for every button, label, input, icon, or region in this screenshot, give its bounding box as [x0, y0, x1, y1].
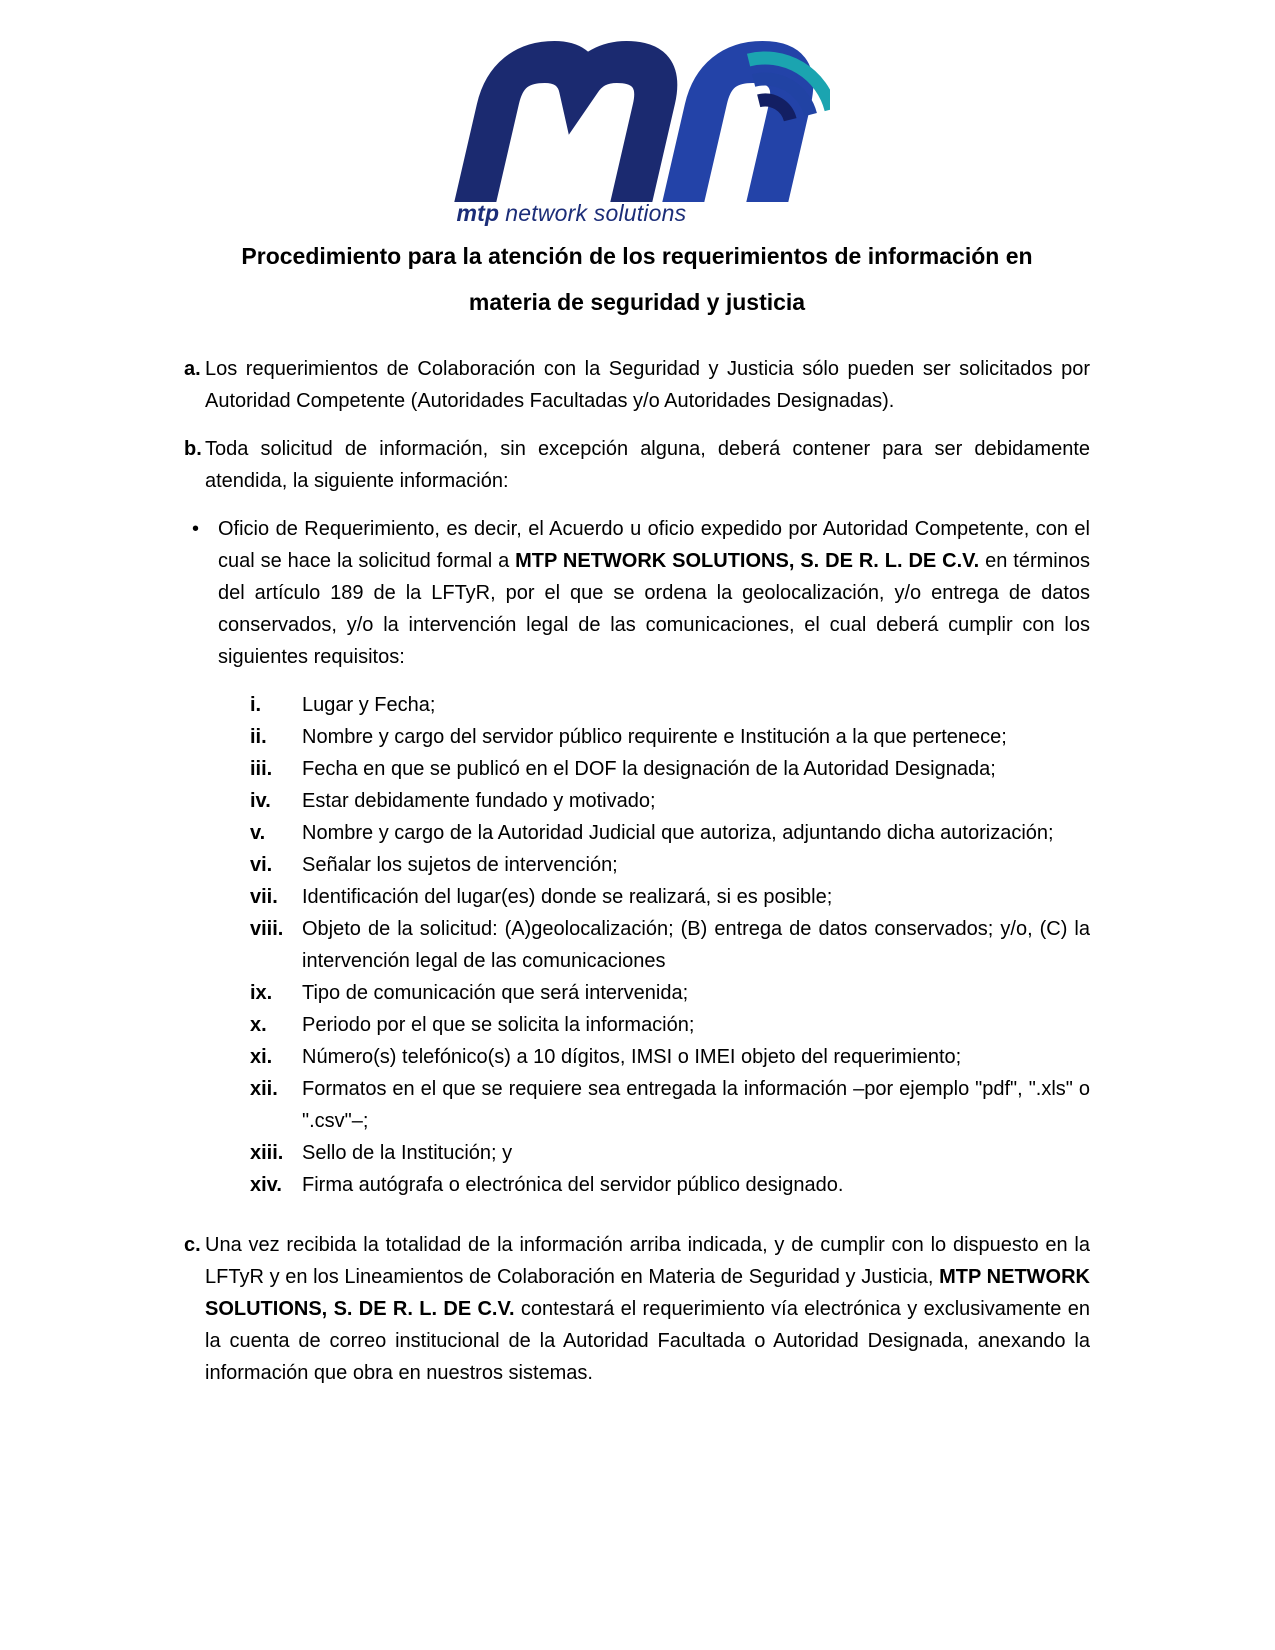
logo-wordmark [457, 200, 830, 227]
mtp-logo [445, 30, 830, 227]
roman-item-v: v. Nombre y cargo de la Autoridad Judicial que autoriza, adjuntando dicha autorización; [250, 822, 1054, 844]
roman-item-xii: xii. Formatos en el que se requiere sea entregada la información –por ejemplo "pdf", ".xls" o ".csv"–; [250, 1078, 1090, 1132]
list-item-a [184, 353, 1090, 417]
roman-item-vi: vi. Señalar los sujetos de intervención; [250, 854, 618, 876]
list-item-c-text [205, 1229, 1090, 1389]
list-item-c-label: c. [184, 1234, 201, 1256]
document-body [184, 353, 1090, 1389]
roman-item-vii: vii. Identificación del lugar(es) donde se realizará, si es posible; [250, 886, 833, 908]
roman-item-x: x. Periodo por el que se solicita la información; [250, 1014, 695, 1036]
roman-list [184, 689, 1090, 1201]
list-item-a-text: Los requerimientos de Colaboración con la Seguridad y Justicia sólo pueden ser solicitados por Autoridad Competente (Autoridades Facultadas y/o Autoridades Designadas). [205, 358, 1090, 412]
roman-item-iv: iv. Estar debidamente fundado y motivado; [250, 790, 656, 812]
roman-item-xiii: xiii. Sello de la Institución; y [250, 1142, 513, 1164]
item-c-text-company: MTP NETWORK SOLUTIONS, S. DE R. L. DE C.V. [205, 1266, 1090, 1320]
page-title [184, 233, 1090, 325]
bullet-text-post: en términos del artículo 189 de la LFTyR, por el que se ordena la geolocalización, y/o entrega de datos conservados, y/o la intervención legal de las comunicaciones, el cual deberá cumplir con los siguientes requisitos: [218, 550, 1090, 668]
roman-item-viii: viii. Objeto de la solicitud: (A)geolocalización; (B) entrega de datos conservados; y/o, (C) la intervención legal de las comunicaciones [250, 918, 1090, 972]
list-item-b [184, 433, 1090, 497]
bullet-item-text [218, 513, 1090, 673]
list-item-b-label: b. [184, 438, 202, 460]
roman-item-i: i. Lugar y Fecha; [250, 694, 436, 716]
logo-letter-m [475, 62, 663, 202]
roman-item-xiv: xiv. Firma autógrafa o electrónica del servidor público designado. [250, 1174, 844, 1196]
bullet-marker: • [192, 518, 200, 540]
signal-arcs-icon [748, 44, 829, 126]
bullet-item [192, 513, 1090, 673]
list-item-c [184, 1229, 1090, 1389]
item-c-text-pre: Una vez recibida la totalidad de la información arriba indicada, y de cumplir con lo dispuesto en la LFTyR y en los Lineamientos de Colaboración en Materia de Seguridad y Justicia, [205, 1234, 1090, 1288]
roman-item-ix: ix. Tipo de comunicación que será intervenida; [250, 982, 689, 1004]
item-c-text-post: contestará el requerimiento vía electrónica y exclusivamente en la cuenta de correo institucional de la Autoridad Facultada o Autoridad Designada, anexando la información que obra en nuestros sistemas. [205, 1298, 1090, 1384]
bullet-text-company: MTP NETWORK SOLUTIONS, S. DE R. L. DE C.V. [515, 550, 980, 572]
page-title-line2: materia de seguridad y justicia [468, 289, 806, 315]
page-title-line1: Procedimiento para la atención de los requerimientos de información en [241, 243, 1033, 269]
bullet-text-pre: Oficio de Requerimiento, es decir, el Acuerdo u oficio expedido por Autoridad Competente, con el cual se hace la solicitud formal a [218, 518, 1090, 572]
logo-wordmark-mtp: mtp [456, 200, 500, 226]
roman-item-xi: xi. Número(s) telefónico(s) a 10 dígitos, IMSI o IMEI objeto del requerimiento; [250, 1046, 962, 1068]
mtp-logo-mark-icon [445, 30, 830, 202]
roman-item-iii: iii. Fecha en que se publicó en el DOF la designación de la Autoridad Designada; [250, 758, 996, 780]
logo-wordmark-rest: network solutions [505, 200, 687, 226]
list-item-b-text: Toda solicitud de información, sin excepción alguna, deberá contener para ser debidamente atendida, la siguiente información: [205, 438, 1090, 492]
roman-item-ii: ii. Nombre y cargo del servidor público requirente e Institución a la que pertenece; [250, 726, 1007, 748]
list-item-a-label: a. [184, 358, 201, 380]
